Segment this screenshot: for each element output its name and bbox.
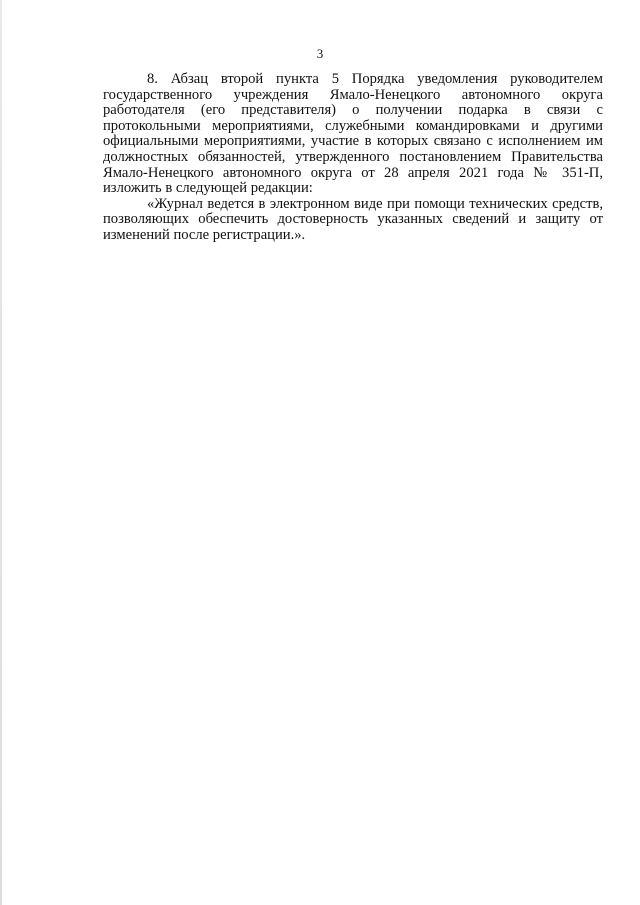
scan-edge [0,0,2,905]
page-number: 3 [316,46,324,61]
document-body [103,72,603,244]
paragraph-quoted-text: «Журнал ведется в электронном виде при помощи технических средств, позволяющих обеспечить достоверность указанных сведений и защиту от изменений после регистрации.». [103,195,603,243]
paragraph-amendment-8: 8. Абзац второй пункта 5 Порядка уведомления руководителем государственного учреждения Ямало-Ненецкого автономного округа работодателя (его представителя) о получении подарка в связи с протокольными мероприятиями, служебными командировками и другими официальными мероприятиями, участие в которых связано с исполнением им должностных обязанностей, утвержденного постановлением Правительства Ямало-Ненецкого автономного округа от 28 апреля 2021 года № 351-П, изложить в следующей редакции: [103,71,603,197]
